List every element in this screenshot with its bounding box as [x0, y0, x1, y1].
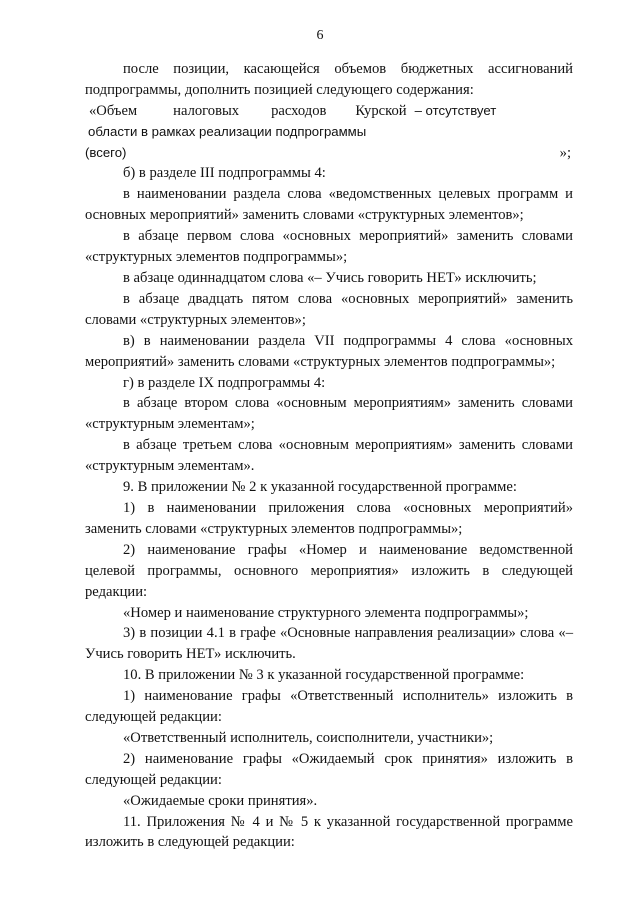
paragraph: в абзаце первом слова «основных мероприятий» заменить словами «структурных элементов подпрограммы»;: [85, 228, 573, 266]
inserted-row-word: налоговых: [173, 102, 240, 119]
paragraph: в абзаце одиннадцатом слова «– Учись говорить НЕТ» исключить;: [123, 270, 537, 287]
paragraph: «Ответственный исполнитель, соисполнители, участники»;: [123, 729, 494, 746]
paragraph: в абзаце двадцать пятом слова «основных мероприятий» заменить словами «структурных элементов»;: [85, 290, 573, 328]
page-number: 6: [316, 28, 324, 43]
section-item: б) в разделе III подпрограммы 4:: [123, 165, 326, 182]
paragraph: в наименовании раздела слова «ведомственных целевых программ и основных мероприятий» заменить словами «структурных элементов»;: [85, 186, 573, 224]
inserted-row-quote: [85, 101, 573, 164]
inserted-row-total-label: (всего): [85, 144, 127, 160]
inserted-row-line-3: [85, 143, 573, 164]
paragraph: 1) в наименовании приложения слова «основных мероприятий» заменить словами «структурных элементов подпрограммы»;: [85, 499, 573, 537]
inserted-row-line-1: [85, 101, 573, 122]
paragraph: «Ожидаемые сроки принятия».: [123, 792, 318, 809]
inserted-row-closing-quote: »;: [559, 144, 571, 161]
paragraph: после позиции, касающейся объемов бюджетных ассигнований подпрограммы, дополнить позицией следующего содержания:: [85, 61, 573, 98]
numbered-clause: 10. В приложении № 3 к указанной государственной программе:: [123, 667, 525, 684]
inserted-row-word: расходов: [271, 102, 327, 119]
paragraph: «Номер и наименование структурного элемента подпрограммы»;: [123, 604, 529, 621]
paragraph: 3) в позиции 4.1 в графе «Основные направления реализации» слова «– Учись говорить НЕТ» исключить.: [85, 625, 573, 663]
inserted-row-label-continuation: области в рамках реализации подпрограммы: [88, 123, 367, 139]
document-body: [85, 59, 573, 853]
inserted-row-word: Курской: [355, 102, 407, 119]
inserted-row-word: «Объем: [89, 102, 138, 119]
section-item: в) в наименовании раздела VII подпрограммы 4 слова «основных мероприятий» заменить словами «структурных элементов подпрограммы»;: [85, 332, 573, 370]
paragraph: 1) наименование графы «Ответственный исполнитель» изложить в следующей редакции:: [85, 688, 573, 726]
paragraph: 2) наименование графы «Ожидаемый срок принятия» изложить в следующей редакции:: [85, 750, 573, 788]
paragraph: в абзаце третьем слова «основным мероприятиям» заменить словами «структурным элементам».: [85, 437, 573, 475]
paragraph: 2) наименование графы «Номер и наименование ведомственной целевой программы, основного мероприятия» изложить в следующей редакции:: [85, 541, 573, 600]
numbered-clause: 9. В приложении № 2 к указанной государственной программе:: [123, 479, 517, 496]
inserted-row-line-2: [85, 122, 573, 143]
section-item: г) в разделе IX подпрограммы 4:: [123, 374, 326, 391]
inserted-row-value: – отсутствует: [414, 102, 497, 118]
numbered-clause: 11. Приложения № 4 и № 5 к указанной государственной программе изложить в следующей редакции:: [85, 813, 573, 851]
paragraph: в абзаце втором слова «основным мероприятиям» заменить словами «структурным элементам»;: [85, 395, 573, 433]
